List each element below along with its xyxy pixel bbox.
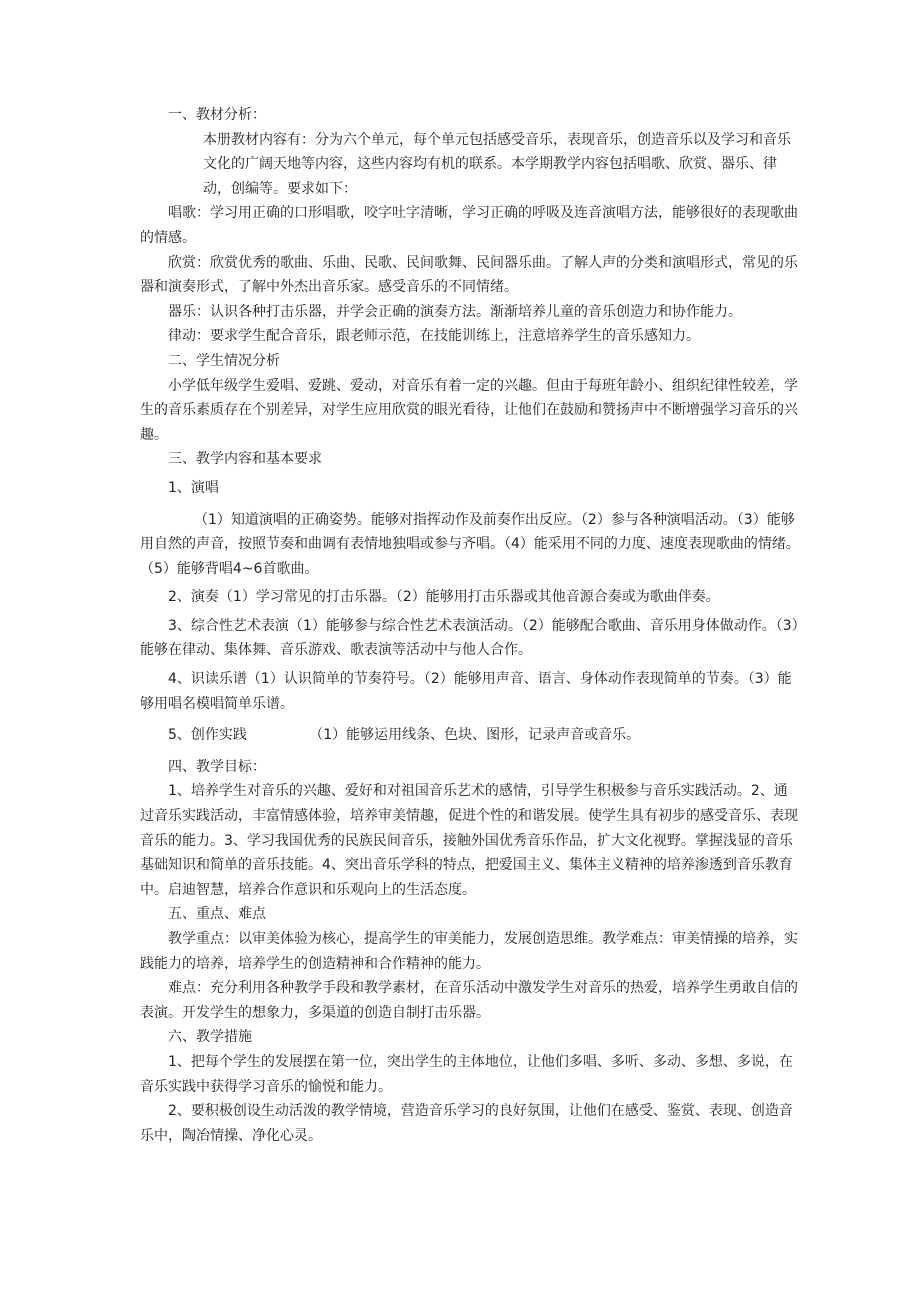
paragraph: 唱歌：学习用正确的口形唱歌，咬字吐字清晰，学习正确的呼吸及连音演唱方法，能够很好的表现歌曲的情感。 xyxy=(140,205,798,246)
paragraph: 三、教学内容和基本要求 xyxy=(168,451,322,468)
paragraph: 四、教学目标： xyxy=(168,758,266,775)
paragraph: 小学低年级学生爱唱、爱跳、爱动，对音乐有着一定的兴趣。但由于每班年龄小、组织纪律性较差，学生的音乐素质存在个别差异，对学生应用欣赏的眼光看待，让他们在鼓励和赞扬声中不断增强学习音乐的兴趣。 xyxy=(140,377,798,443)
paragraph: 1、把每个学生的发展摆在第一位，突出学生的主体地位，让他们多唱、多听、多动、多想、多说，在音乐实践中获得学习音乐的愉悦和能力。 xyxy=(140,1053,793,1095)
document-body xyxy=(140,103,800,1148)
paragraph: 欣赏：欣赏优秀的歌曲、乐曲、民歌、民间歌舞、民间器乐曲。了解人声的分类和演唱形式，常见的乐器和演奏形式，了解中外杰出音乐家。感受音乐的不同情绪。 xyxy=(140,254,798,296)
paragraph: 器乐：认识各种打击乐器，并学会正确的演奏方法。渐渐培养儿童的音乐创造力和协作能力。 xyxy=(168,303,742,320)
paragraph: 一、教材分析： xyxy=(168,107,266,123)
paragraph: 5、创作实践 （1）能够运用线条、色块、图形，记录声音或音乐。 xyxy=(168,727,641,744)
paragraph: 律动：要求学生配合音乐，跟老师示范，在技能训练上，注意培养学生的音乐感知力。 xyxy=(168,328,700,345)
paragraph: 4、识读乐谱（1）认识简单的节奏符号。（2）能够用声音、语言、身体动作表现简单的节奏。（3）能够用唱名模唱简单乐谱。 xyxy=(140,671,792,712)
paragraph: 五、重点、难点 xyxy=(168,906,266,923)
paragraph: 1、培养学生对音乐的兴趣、爱好和对祖国音乐艺术的感情，引导学生积极参与音乐实践活动。2、通过音乐实践活动，丰富情感体验，培养审美情趣，促进个性的和谐发展。使学生具有初步的感受音乐、表现音乐的能力。3、学习我国优秀的民族民间音乐，接触外国优秀音乐作品，扩大文化视野。掌握浅显的音乐基础知识和简单的音乐技能。4、突出音乐学科的特点，把爱国主义、集体主义精神的培养渗透到音乐教育中。启迪智慧，培养合作意识和乐观向上的生活态度。 xyxy=(140,783,798,898)
paragraph: 教学重点：以审美体验为核心，提高学生的审美能力，发展创造思维。教学难点：审美情操的培养，实践能力的培养，培养学生的创造精神和合作精神的能力。 xyxy=(140,931,798,972)
paragraph: 2、要积极创设生动活泼的教学情境，营造音乐学习的良好氛围，让他们在感受、鉴赏、表现、创造音乐中，陶冶情操、净化心灵。 xyxy=(140,1103,793,1144)
paragraph: （1）知道演唱的正确姿势。能够对指挥动作及前奏作出反应。（2）参与各种演唱活动。（3）能够用自然的声音，按照节奏和曲调有表情地独唱或参与齐唱。（4）能采用不同的力度、速度表现歌曲的情绪。（5）能够背唱4~6首歌曲。 xyxy=(140,511,800,577)
paragraph: 六、教学措施 xyxy=(168,1029,252,1046)
paragraph: 2、演奏（1）学习常见的打击乐器。（2）能够用打击乐器或其他音源合奏或为歌曲伴奏。 xyxy=(168,589,720,606)
paragraph: 难点：充分利用各种教学手段和教学素材，在音乐活动中激发学生对音乐的热爱，培养学生勇敢自信的表演。开发学生的想象力，多渠道的创造自制打击乐器。 xyxy=(140,980,798,1021)
paragraph: 本册教材内容有：分为六个单元，每个单元包括感受音乐，表现音乐，创造音乐以及学习和音乐文化的广阔天地等内容，这些内容均有机的联系。本学期教学内容包括唱歌、欣赏、器乐、律动，创编等。要求如下： xyxy=(203,131,791,197)
paragraph: 3、综合性艺术表演（1）能够参与综合性艺术表演活动。（2）能够配合歌曲、音乐用身体做动作。（3）能够在律动、集体舞、音乐游戏、歌表演等活动中与他人合作。 xyxy=(140,617,799,659)
paragraph: 二、学生情况分析 xyxy=(168,352,280,369)
paragraph: 1、演唱 xyxy=(168,479,219,496)
